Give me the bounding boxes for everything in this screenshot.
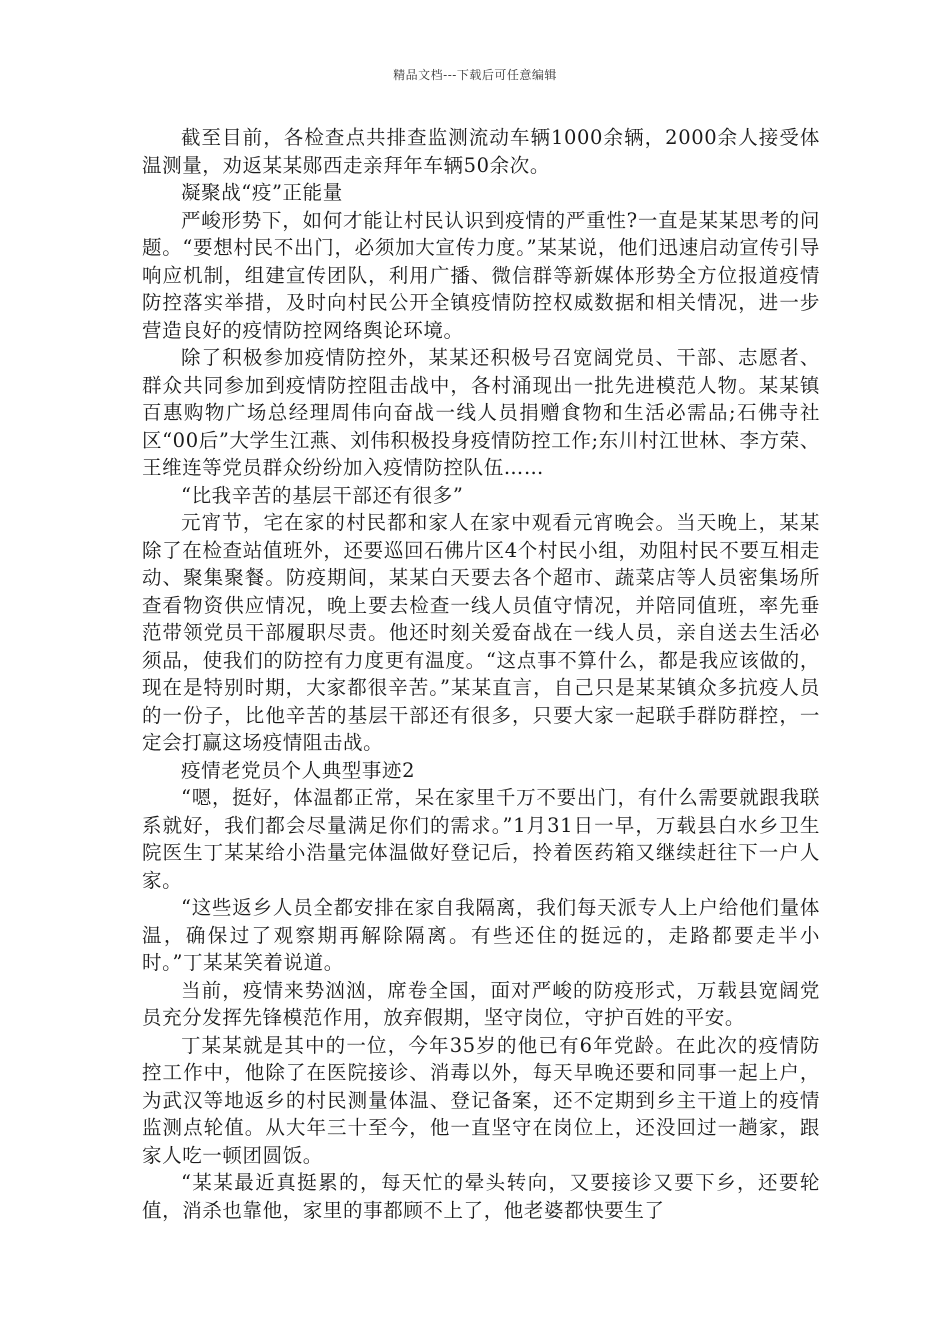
document-body <box>142 124 820 1224</box>
page-header: 精品文档---下载后可任意编辑 <box>393 68 557 82</box>
paragraph: “嗯，挺好，体温都正常，呆在家里千万不要出门，有什么需要就跟我联系就好，我们都会尽量满足你们的需求。”1月31日一早，万载县白水乡卫生院医生丁某某给小浩量完体温做好登记后，拎着医药箱又继续赶往下一户人家。 <box>142 786 820 892</box>
section-heading: 疫情老党员个人典型事迹2 <box>181 758 416 782</box>
paragraph: “这些返乡人员全都安排在家自我隔离，我们每天派专人上户给他们量体温，确保过了观察期再解除隔离。有些还住的挺远的，走路都要走半小时。”丁某某笑着说道。 <box>142 896 820 974</box>
section-heading: “比我辛苦的基层干部还有很多” <box>181 483 464 507</box>
paragraph: 严峻形势下，如何才能让村民认识到疫情的严重性?一直是某某思考的问题。“要想村民不出门，必须加大宣传力度。”某某说，他们迅速启动宣传引导响应机制，组建宣传团队，利用广播、微信群等新媒体形势全方位报道疫情防控落实举措，及时向村民公开全镇疫情防控权威数据和相关情况，进一步营造良好的疫情防控网络舆论环境。 <box>142 208 820 342</box>
paragraph: 截至目前，各检查点共排查监测流动车辆1000余辆，2000余人接受体温测量，劝返某某郧西走亲拜年车辆50余次。 <box>142 126 820 177</box>
paragraph: 元宵节，宅在家的村民都和家人在家中观看元宵晚会。当天晚上，某某除了在检查站值班外，还要巡回石佛片区4个村民小组，劝阻村民不要互相走动、聚集聚餐。防疫期间，某某白天要去各个超市、蔬菜店等人员密集场所查看物资供应情况，晚上要去检查一线人员值守情况，并陪同值班，率先垂范带领党员干部履职尽责。他还时刻关爱奋战在一线人员，亲自送去生活必须品，使我们的防控有力度更有温度。“这点事不算什么，都是我应该做的，现在是特别时期，大家都很辛苦。”某某直言，自己只是某某镇众多抗疫人员的一份子，比他辛苦的基层干部还有很多，只要大家一起联手群防群控，一定会打赢这场疫情阻击战。 <box>142 511 820 754</box>
paragraph: 当前，疫情来势汹汹，席卷全国，面对严峻的防疫形式，万载县宽阔党员充分发挥先锋模范作用，放弃假期，坚守岗位，守护百姓的平安。 <box>142 978 820 1029</box>
section-heading: 凝聚战“疫”正能量 <box>181 181 343 204</box>
paragraph: 除了积极参加疫情防控外，某某还积极号召宽阔党员、干部、志愿者、群众共同参加到疫情防控阻击战中，各村涌现出一批先进模范人物。某某镇百惠购物广场总经理周伟向奋战一线人员捐赠食物和生活必需品;石佛寺社区“00后”大学生江燕、刘伟积极投身疫情防控工作;东川村江世林、李方荣、王维连等党员群众纷纷加入疫情防控队伍…… <box>142 346 820 479</box>
paragraph: “某某最近真挺累的，每天忙的晕头转向，又要接诊又要下乡，还要轮值，消杀也靠他，家里的事都顾不上了，他老婆都快要生了 <box>142 1171 820 1222</box>
paragraph: 丁某某就是其中的一位，今年35岁的他已有6年党龄。在此次的疫情防控工作中，他除了在医院接诊、消毒以外，每天早晚还要和同事一起上户，为武汉等地返乡的村民测量体温、登记备案，还不定期到乡主干道上的疫情监测点轮值。从大年三十至今，他一直坚守在岗位上，还没回过一趟家，跟家人吃一顿团圆饭。 <box>142 1033 820 1167</box>
